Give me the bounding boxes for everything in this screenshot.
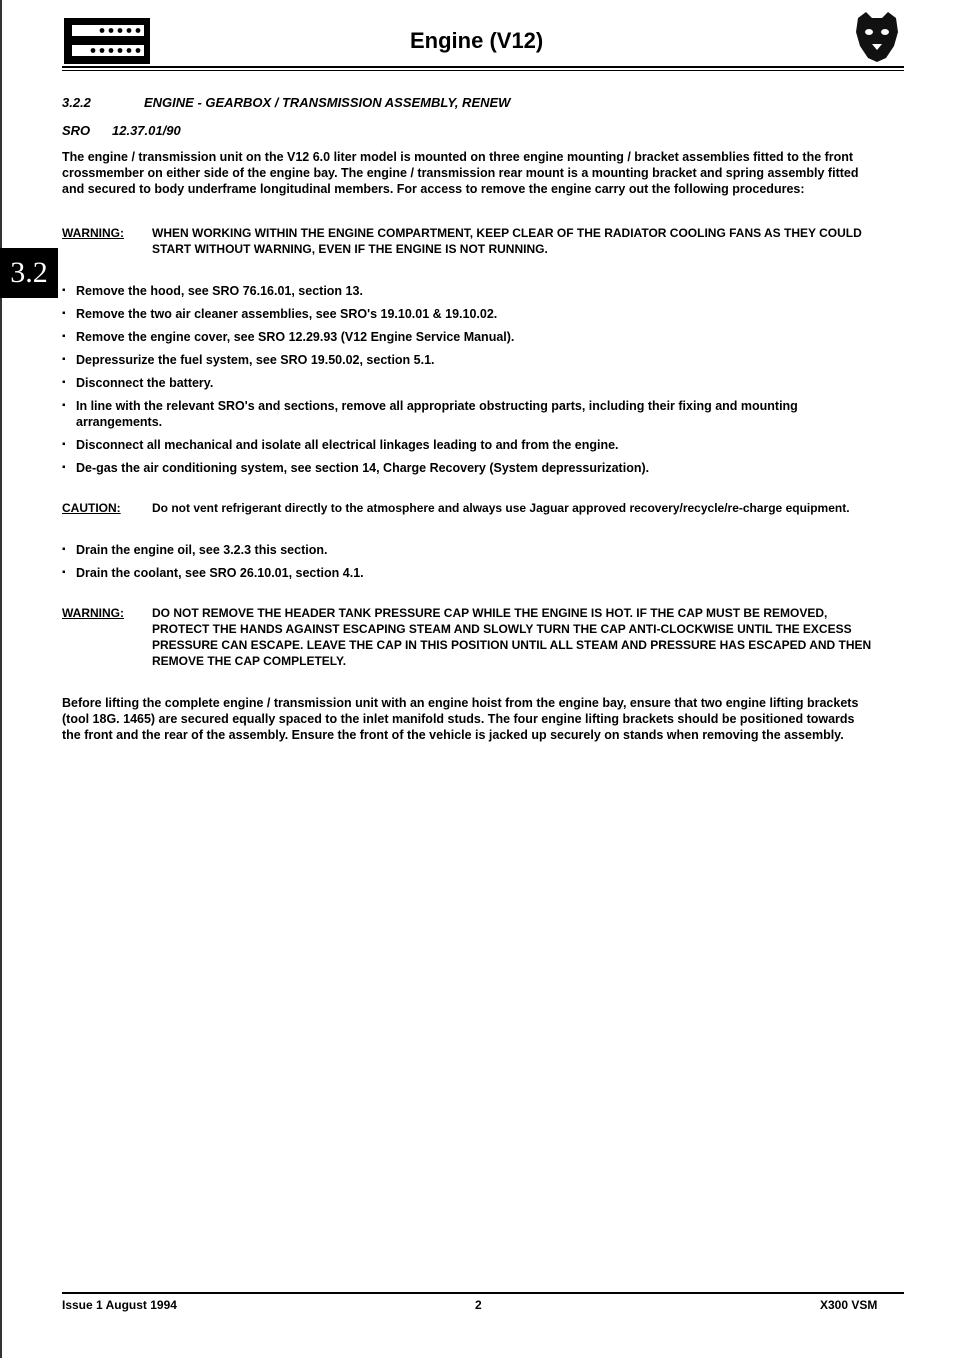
footer-manual-name: X300 VSM	[820, 1298, 878, 1312]
list-item: ▪ Remove the engine cover, see SRO 12.29.93 (V12 Engine Service Manual).	[62, 329, 874, 345]
section-title: ENGINE - GEARBOX / TRANSMISSION ASSEMBLY, RENEW	[144, 95, 511, 110]
caution-note	[62, 500, 874, 516]
document-body	[62, 95, 874, 743]
caution-text: Do not vent refrigerant directly to the atmosphere and always use Jaguar approved recovery/recycle/re-charge equipment.	[152, 501, 850, 515]
intro-paragraph: The engine / transmission unit on the V12 6.0 liter model is mounted on three engine mounting / bracket assemblies fitted to the front crossmember on either side of the engine bay. The engine / transmission rear mount is a mounting bracket and spring assembly fitted and secured to body underframe longitudinal members. For access to remove the engine carry out the following procedures:	[62, 150, 859, 196]
list-item: ▪ In line with the relevant SRO's and sections, remove all appropriate obstructing parts, including their fixing and mounting arrangements.	[62, 398, 874, 430]
warning-note-2	[62, 605, 874, 669]
sro-value: 12.37.01/90	[112, 123, 181, 138]
header-rule	[62, 66, 904, 68]
page-header-title: Engine (V12)	[410, 28, 544, 53]
warning-label: WARNING:	[62, 226, 124, 240]
list-item: ▪ Depressurize the fuel system, see SRO 19.50.02, section 5.1.	[62, 352, 874, 368]
warning-text: WHEN WORKING WITHIN THE ENGINE COMPARTMENT, KEEP CLEAR OF THE RADIATOR COOLING FANS AS THEY COULD START WITHOUT WARNING, EVEN IF THE ENGINE IS NOT RUNNING.	[152, 226, 862, 256]
procedure-list-1	[62, 283, 874, 476]
list-item: ▪ Disconnect the battery.	[62, 375, 874, 391]
engine-section-icon	[62, 16, 152, 66]
list-item: ▪ Drain the coolant, see SRO 26.10.01, section 4.1.	[62, 565, 874, 581]
page-edge	[0, 0, 2, 1358]
list-item: ▪ Remove the hood, see SRO 76.16.01, section 13.	[62, 283, 874, 299]
procedure-list-2	[62, 542, 874, 581]
section-heading	[62, 95, 874, 111]
header-rule-thin	[62, 70, 904, 71]
list-item: ▪ De-gas the air conditioning system, see section 14, Charge Recovery (System depressurization).	[62, 460, 874, 476]
warning-note-1	[62, 225, 874, 257]
warning-text: DO NOT REMOVE THE HEADER TANK PRESSURE CAP WHILE THE ENGINE IS HOT. IF THE CAP MUST BE REMOVED, PROTECT THE HANDS AGAINST ESCAPING STEAM AND SLOWLY TURN THE CAP ANTI-CLOCKWISE UNTIL THE EXCESS PRESSURE CAN ESCAPE. LEAVE THE CAP IN THIS POSITION UNTIL ALL STEAM AND PRESSURE HAS ESCAPED AND THEN REMOVE THE CAP COMPLETELY.	[152, 606, 872, 668]
sro-heading	[62, 123, 874, 139]
footer-rule	[62, 1292, 904, 1294]
list-item: ▪ Drain the engine oil, see 3.2.3 this section.	[62, 542, 874, 558]
section-number: 3.2.2	[62, 95, 91, 110]
jaguar-head-logo-icon	[852, 10, 902, 64]
closing-paragraph: Before lifting the complete engine / transmission unit with an engine hoist from the engine bay, ensure that two engine lifting brackets (tool 18G. 1465) are secured equally spaced to the inlet manifold studs. The four engine lifting brackets should be positioned towards the front and the rear of the assembly. Ensure the front of the vehicle is jacked up securely on stands when removing the assembly.	[62, 696, 859, 742]
list-item: ▪ Remove the two air cleaner assemblies, see SRO's 19.10.01 & 19.10.02.	[62, 306, 874, 322]
footer-page-number: 2	[475, 1298, 482, 1312]
warning-label: WARNING:	[62, 606, 124, 620]
section-tab: 3.2	[0, 248, 58, 298]
caution-label: CAUTION:	[62, 501, 121, 515]
sro-label: SRO	[62, 123, 91, 138]
footer-issue: Issue 1 August 1994	[62, 1298, 177, 1312]
list-item: ▪ Disconnect all mechanical and isolate all electrical linkages leading to and from the engine.	[62, 437, 874, 453]
